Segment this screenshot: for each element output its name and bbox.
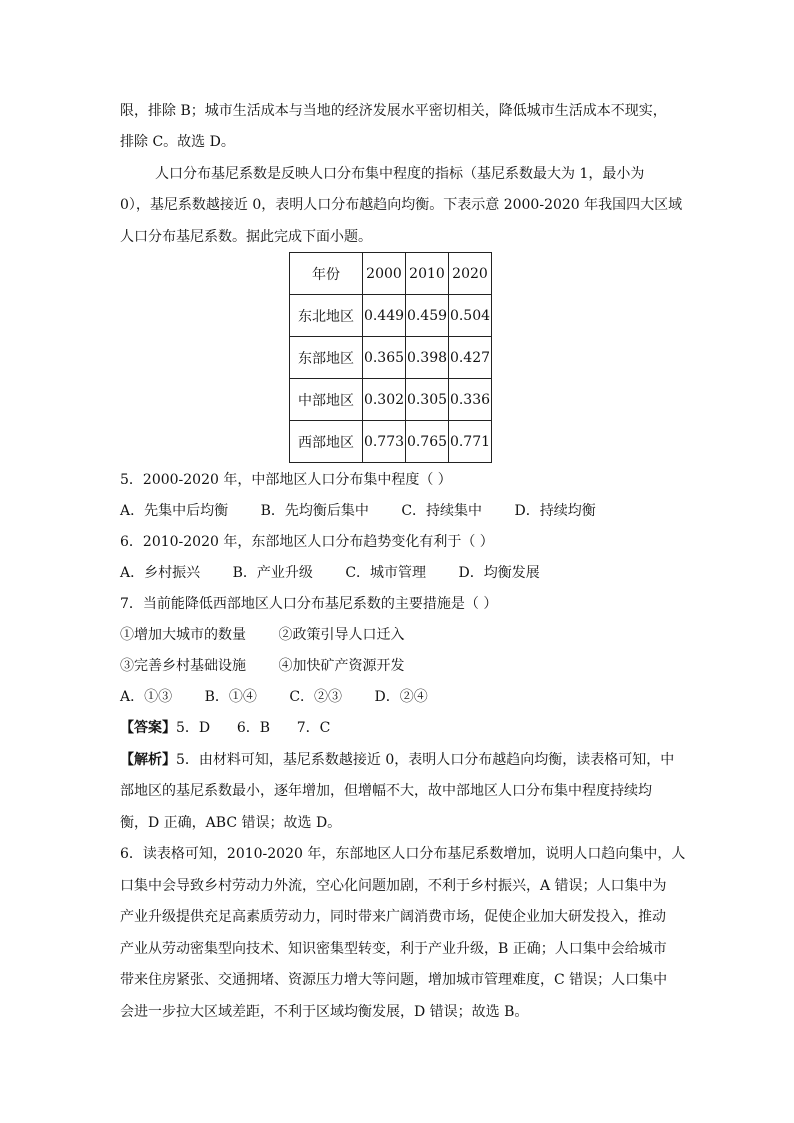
measure-item: ①增加大城市的数量 bbox=[120, 627, 246, 643]
analysis-text: 5．由材料可知，基尼系数越接近 0，表明人口分布越趋向均衡，读表格可知，中 bbox=[176, 752, 675, 768]
measure-item: ③完善乡村基础设施 bbox=[120, 658, 246, 674]
answer-line bbox=[120, 718, 330, 738]
question-7-options bbox=[120, 687, 456, 707]
option-b: B．①④ bbox=[204, 689, 257, 705]
table-cell: 0.398 bbox=[406, 337, 449, 379]
table-cell: 0.365 bbox=[363, 337, 406, 379]
table-cell: 0.459 bbox=[406, 295, 449, 337]
option-d: D．②④ bbox=[374, 689, 428, 705]
table-row bbox=[290, 421, 492, 463]
material-line-2: 0），基尼系数越接近 0，表明人口分布越趋向均衡。下表示意 2000-2020 年我国四大区域 bbox=[120, 197, 683, 213]
question-7-stem: 7．当前能降低西部地区人口分布基尼系数的主要措施是（ ） bbox=[120, 596, 498, 612]
measure-item: ②政策引导人口迁入 bbox=[278, 627, 405, 643]
question-5-options bbox=[120, 501, 624, 521]
measure-item: ④加快矿产资源开发 bbox=[278, 658, 405, 674]
question-7-items-2 bbox=[120, 656, 432, 676]
gini-table bbox=[289, 252, 492, 463]
option-a: A．先集中后均衡 bbox=[120, 503, 229, 519]
answer-text: 5．D 6．B 7．C bbox=[176, 720, 331, 736]
option-b: B．先均衡后集中 bbox=[260, 503, 369, 519]
table-header-cell: 2000 bbox=[363, 253, 406, 295]
table-cell: 0.305 bbox=[406, 379, 449, 421]
table-row bbox=[290, 337, 492, 379]
table-cell: 0.771 bbox=[449, 421, 492, 463]
option-a: A．①③ bbox=[120, 689, 173, 705]
table-cell: 0.773 bbox=[363, 421, 406, 463]
intro-line-2: 排除 C。故选 D。 bbox=[120, 134, 235, 150]
option-c: C．②③ bbox=[289, 689, 343, 705]
analysis-label: 【解析】 bbox=[120, 752, 176, 768]
table-cell: 0.449 bbox=[363, 295, 406, 337]
material-line-3: 人口分布基尼系数。据此完成下面小题。 bbox=[120, 229, 372, 245]
table-cell: 0.504 bbox=[449, 295, 492, 337]
table-cell: 0.765 bbox=[406, 421, 449, 463]
analysis-q6-line-4: 产业从劳动密集型向技术、知识密集型转变，利于产业升级，B 正确；人口集中会给城市 bbox=[120, 941, 667, 957]
table-cell-region: 东北地区 bbox=[290, 295, 363, 337]
analysis-q6-line-5: 带来住房紧张、交通拥堵、资源压力增大等问题，增加城市管理难度，C 错误；人口集中 bbox=[120, 972, 668, 988]
option-c: C．城市管理 bbox=[345, 565, 427, 581]
intro-line-1: 限，排除 B；城市生活成本与当地的经济发展水平密切相关，降低城市生活成本不现实， bbox=[120, 103, 667, 119]
option-b: B．产业升级 bbox=[232, 565, 313, 581]
table-cell: 0.427 bbox=[449, 337, 492, 379]
analysis-q6-line-6: 会进一步拉大区域差距，不利于区域均衡发展，D 错误；故选 B。 bbox=[120, 1004, 529, 1020]
table-header-cell: 年份 bbox=[290, 253, 363, 295]
answer-label: 【答案】 bbox=[120, 720, 176, 736]
table-header-row bbox=[290, 253, 492, 295]
analysis-q6-line-1: 6．读表格可知，2010-2020 年，东部地区人口分布基尼系数增加，说明人口趋向集中，人 bbox=[120, 846, 686, 862]
table-row bbox=[290, 295, 492, 337]
question-6-stem: 6．2010-2020 年，东部地区人口分布趋势变化有利于（ ） bbox=[120, 534, 494, 550]
table-cell: 0.336 bbox=[449, 379, 492, 421]
question-5-stem: 5．2000-2020 年，中部地区人口分布集中程度（ ） bbox=[120, 472, 452, 488]
table-header-cell: 2020 bbox=[449, 253, 492, 295]
table-cell: 0.302 bbox=[363, 379, 406, 421]
table-header-cell: 2010 bbox=[406, 253, 449, 295]
question-6-options bbox=[120, 563, 568, 583]
analysis-q5-line-3: 衡，D 正确，ABC 错误；故选 D。 bbox=[120, 815, 342, 831]
analysis-q5-line-2: 部地区的基尼系数最小，逐年增加，但增幅不大，故中部地区人口分布集中程度持续均 bbox=[120, 783, 652, 799]
option-a: A．乡村振兴 bbox=[120, 565, 201, 581]
material-line-1: 人口分布基尼系数是反映人口分布集中程度的指标（基尼系数最大为 1，最小为 bbox=[155, 166, 645, 182]
table-row bbox=[290, 379, 492, 421]
table-cell-region: 中部地区 bbox=[290, 379, 363, 421]
table-cell-region: 西部地区 bbox=[290, 421, 363, 463]
analysis-q6-line-3: 产业升级提供充足高素质劳动力，同时带来广阔消费市场，促使企业加大研发投入，推动 bbox=[120, 909, 666, 925]
option-d: D．均衡发展 bbox=[458, 565, 540, 581]
option-d: D．持续均衡 bbox=[514, 503, 596, 519]
analysis-q5-line-1 bbox=[120, 750, 674, 770]
question-7-items-1 bbox=[120, 625, 432, 645]
option-c: C．持续集中 bbox=[401, 503, 483, 519]
analysis-q6-line-2: 口集中会导致乡村劳动力外流，空心化问题加剧，不利于乡村振兴，A 错误；人口集中为 bbox=[120, 878, 667, 894]
table-cell-region: 东部地区 bbox=[290, 337, 363, 379]
